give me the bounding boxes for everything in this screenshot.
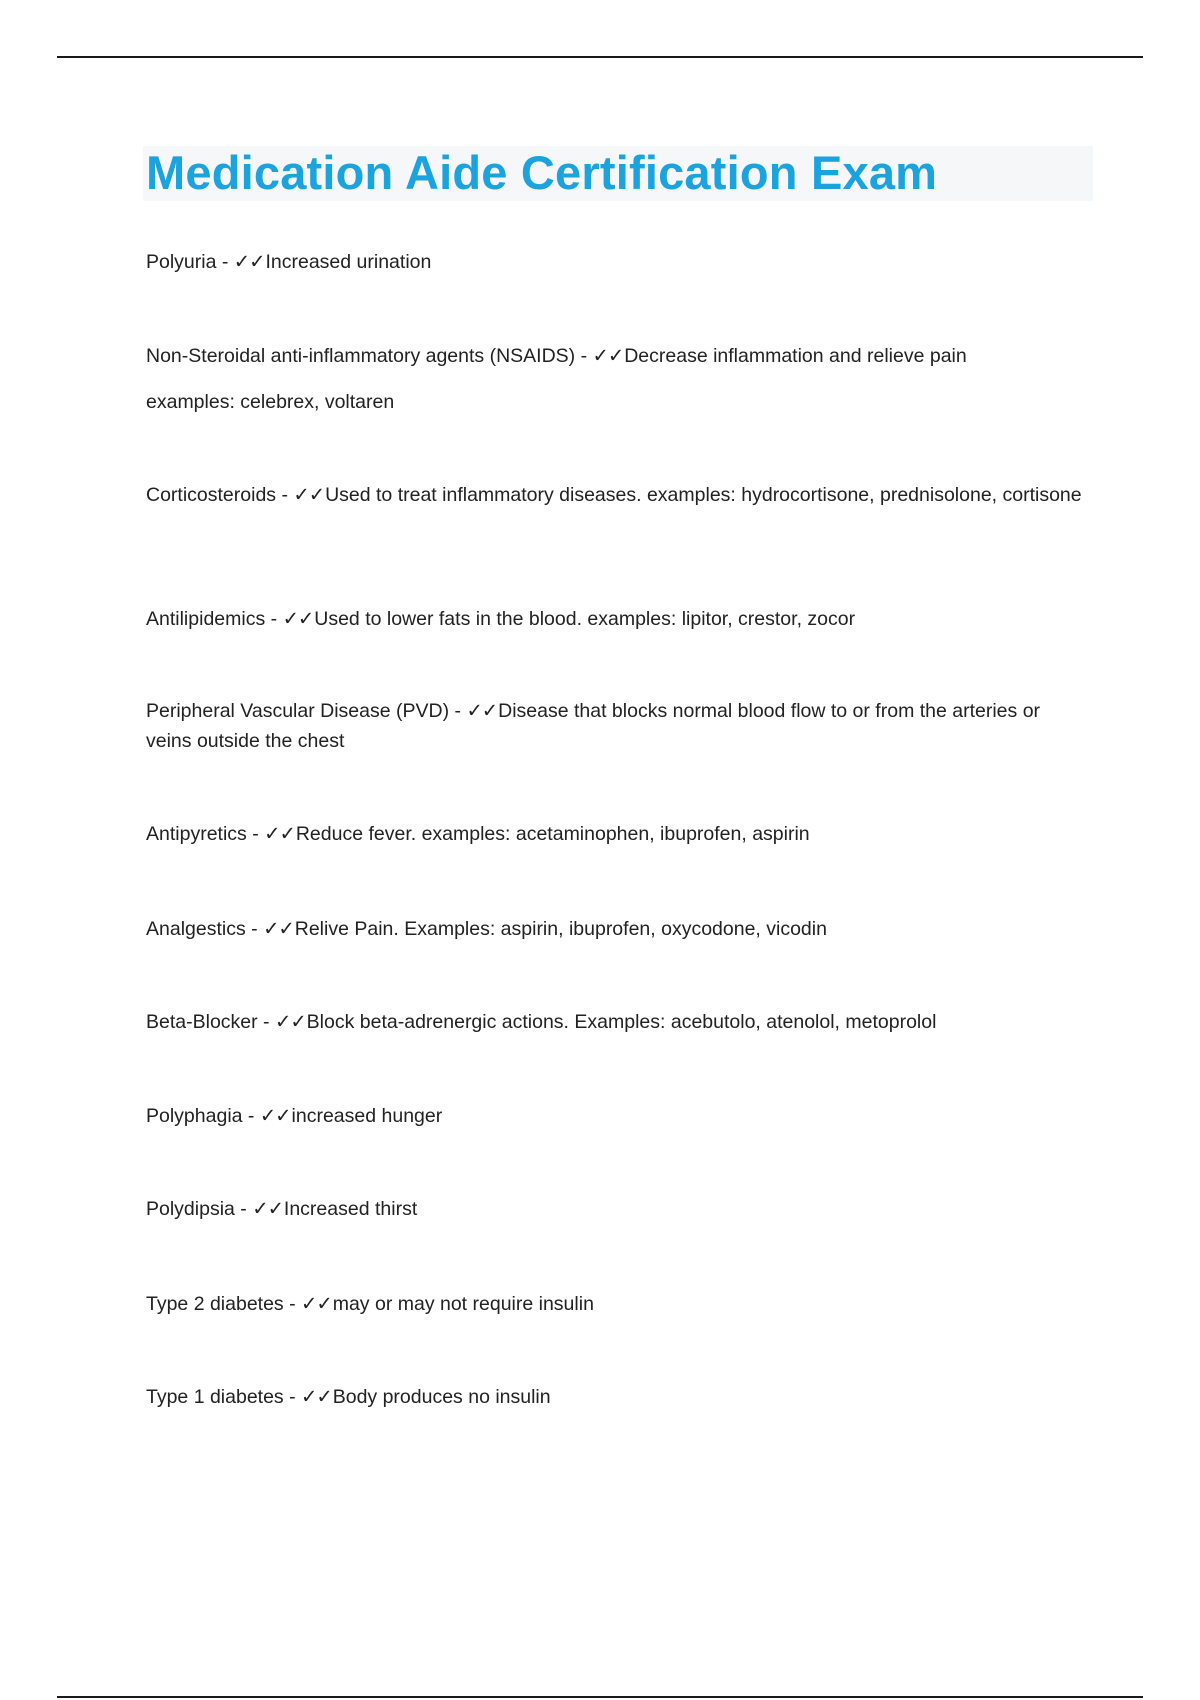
entry-definition: Increased thirst bbox=[283, 1198, 418, 1220]
entry-separator: - bbox=[283, 1386, 302, 1408]
double-check-icon: ✓✓ bbox=[259, 1105, 291, 1127]
entry-antilipidemics bbox=[146, 604, 1086, 634]
entry-analgestics bbox=[146, 914, 1086, 944]
entry-term: Type 1 diabetes bbox=[146, 1386, 284, 1408]
double-check-icon: ✓✓ bbox=[282, 608, 314, 630]
entry-separator: - bbox=[283, 1293, 302, 1315]
entry-term: Antilipidemics bbox=[146, 608, 266, 630]
entry-examples: examples: celebrex, voltaren bbox=[146, 391, 395, 413]
entry-polyphagia bbox=[146, 1101, 1086, 1131]
double-check-icon: ✓✓ bbox=[466, 700, 498, 722]
entry-definition: Increased urination bbox=[265, 251, 432, 273]
document-title: Medication Aide Certification Exam bbox=[146, 146, 938, 199]
entry-pvd bbox=[146, 696, 1086, 756]
entry-separator: - bbox=[265, 608, 283, 630]
entry-type-2-diabetes bbox=[146, 1289, 1086, 1319]
entry-nsaids bbox=[146, 341, 1086, 417]
entry-definition: Decrease inflammation and relieve pain bbox=[624, 345, 967, 367]
double-check-icon: ✓✓ bbox=[233, 251, 265, 273]
entry-term: Polydipsia bbox=[146, 1198, 235, 1220]
entry-separator: - bbox=[246, 823, 265, 845]
entry-definition: Used to treat inflammatory diseases. examples: hydrocortisone, prednisolone, cortisone bbox=[325, 484, 1082, 506]
entry-separator: - bbox=[276, 484, 294, 506]
entry-term: Corticosteroids bbox=[146, 484, 277, 506]
footer-rule bbox=[57, 1696, 1143, 1698]
double-check-icon: ✓✓ bbox=[592, 345, 624, 367]
entry-definition: may or may not require insulin bbox=[332, 1293, 594, 1315]
entry-separator: - bbox=[449, 700, 467, 722]
entry-beta-blocker bbox=[146, 1007, 1086, 1037]
header-rule bbox=[57, 56, 1143, 58]
double-check-icon: ✓✓ bbox=[293, 484, 325, 506]
entry-corticosteroids bbox=[146, 480, 1086, 510]
entry-polydipsia bbox=[146, 1194, 1086, 1224]
entry-definition: Reduce fever. examples: acetaminophen, ibuprofen, aspirin bbox=[295, 823, 810, 845]
entry-term: Non-Steroidal anti-inflammatory agents (NSAIDS) bbox=[146, 345, 576, 367]
entry-term: Analgestics bbox=[146, 918, 246, 940]
entry-separator: - bbox=[234, 1198, 253, 1220]
entry-antipyretics bbox=[146, 819, 1086, 849]
entry-definition: Disease that blocks normal blood flow to or from the arteries or veins outside the chest bbox=[146, 700, 1041, 752]
entry-term: Type 2 diabetes bbox=[146, 1293, 284, 1315]
entry-term: Peripheral Vascular Disease (PVD) bbox=[146, 700, 450, 722]
entry-term: Polyphagia bbox=[146, 1105, 243, 1127]
double-check-icon: ✓✓ bbox=[264, 823, 295, 845]
entry-type-1-diabetes bbox=[146, 1382, 1086, 1412]
entry-separator: - bbox=[257, 1011, 275, 1033]
double-check-icon: ✓✓ bbox=[301, 1293, 332, 1315]
entry-definition: Relive Pain. Examples: aspirin, ibuprofen, oxycodone, vicodin bbox=[294, 918, 827, 940]
double-check-icon: ✓✓ bbox=[263, 918, 294, 940]
entry-separator: - bbox=[245, 918, 264, 940]
double-check-icon: ✓✓ bbox=[252, 1198, 283, 1220]
entry-definition: Block beta-adrenergic actions. Examples: acebutolo, atenolol, metoprolol bbox=[306, 1011, 937, 1033]
entry-polyuria bbox=[146, 247, 1086, 277]
entry-separator: - bbox=[242, 1105, 260, 1127]
entry-definition: Body produces no insulin bbox=[332, 1386, 551, 1408]
entry-separator: - bbox=[216, 251, 234, 273]
entry-term: Antipyretics bbox=[146, 823, 247, 845]
entry-term: Polyuria bbox=[146, 251, 217, 273]
entry-separator: - bbox=[575, 345, 593, 367]
double-check-icon: ✓✓ bbox=[301, 1386, 332, 1408]
entry-definition: increased hunger bbox=[291, 1105, 443, 1127]
double-check-icon: ✓✓ bbox=[274, 1011, 306, 1033]
entry-term: Beta-Blocker bbox=[146, 1011, 258, 1033]
entry-definition: Used to lower fats in the blood. examples: lipitor, crestor, zocor bbox=[314, 608, 856, 630]
